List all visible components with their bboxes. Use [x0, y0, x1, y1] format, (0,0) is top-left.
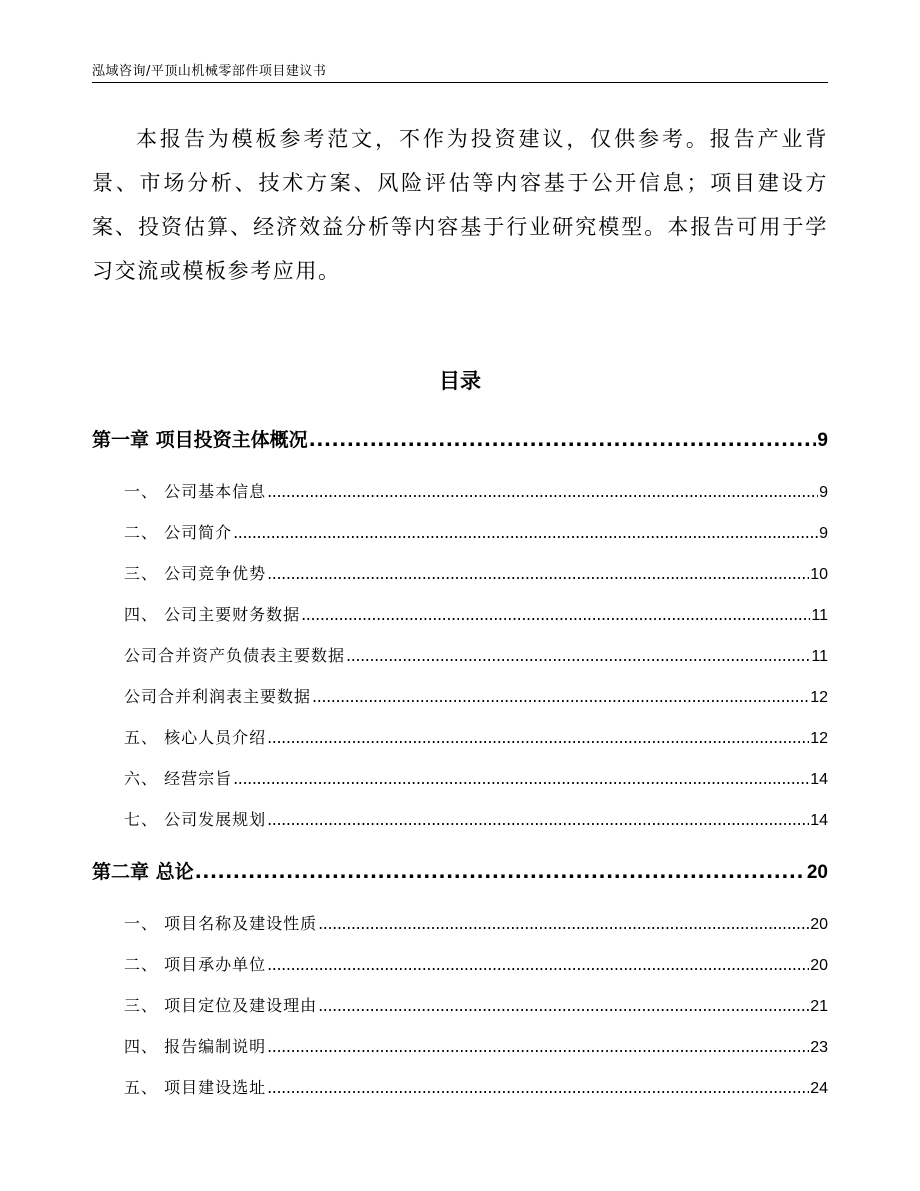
toc-section-entry[interactable]	[124, 643, 828, 666]
toc-page-number: 24	[810, 1080, 828, 1097]
toc-dot-leader	[318, 996, 809, 1015]
toc-dot-leader	[301, 605, 810, 624]
toc-page-number: 9	[817, 430, 828, 451]
toc-dot-leader	[267, 810, 809, 829]
toc-page-number: 20	[810, 957, 828, 974]
toc-section-entry[interactable]	[124, 561, 828, 584]
toc-dot-leader	[267, 1037, 809, 1056]
toc-dot-leader	[267, 482, 818, 501]
toc-dot-leader	[309, 429, 817, 451]
toc-section-entry[interactable]	[124, 807, 828, 830]
toc-entry-label: 五、 项目建设选址	[124, 1078, 267, 1097]
toc-dot-leader	[267, 1078, 809, 1097]
toc-section-entry[interactable]	[124, 1075, 828, 1098]
toc-page-number: 9	[819, 484, 828, 501]
toc-page-number: 21	[810, 998, 828, 1015]
toc-page-number: 11	[811, 648, 828, 665]
header-title: 泓域咨询/平顶山机械零部件项目建议书	[92, 64, 327, 79]
toc-section-entry[interactable]	[124, 993, 828, 1016]
toc-entry-label: 公司合并资产负债表主要数据	[124, 646, 346, 665]
toc-section-entry[interactable]	[124, 1034, 828, 1057]
toc-page-number: 14	[810, 812, 828, 829]
toc-page-number: 11	[811, 607, 828, 624]
toc-page-number: 14	[810, 771, 828, 788]
toc-section-entry[interactable]	[124, 684, 828, 707]
toc-page-number: 20	[810, 916, 828, 933]
toc-entry-label: 一、 项目名称及建设性质	[124, 914, 318, 933]
toc-section-entry[interactable]	[124, 479, 828, 502]
toc-page-number: 9	[819, 525, 828, 542]
toc-page-number: 23	[810, 1039, 828, 1056]
toc-dot-leader	[233, 769, 809, 788]
toc-page-number: 20	[806, 862, 828, 883]
toc-entry-label: 二、 公司简介	[124, 523, 233, 542]
toc-dot-leader	[233, 523, 818, 542]
toc-page-number: 12	[810, 689, 828, 706]
toc-entry-label: 第一章 项目投资主体概况	[92, 429, 308, 451]
toc-chapter-entry[interactable]	[92, 857, 828, 884]
toc-section-entry[interactable]	[124, 725, 828, 748]
toc-dot-leader	[267, 728, 809, 747]
toc-chapter-entry[interactable]	[92, 425, 828, 452]
header-divider	[92, 82, 828, 83]
toc-entry-label: 公司合并利润表主要数据	[124, 687, 312, 706]
toc-entry-label: 四、 报告编制说明	[124, 1037, 267, 1056]
toc-entry-label: 五、 核心人员介绍	[124, 728, 267, 747]
toc-entry-label: 三、 公司竞争优势	[124, 564, 267, 583]
toc-section-entry[interactable]	[124, 766, 828, 789]
toc-entry-label: 六、 经营宗旨	[124, 769, 233, 788]
toc-section-entry[interactable]	[124, 952, 828, 975]
toc-entry-label: 三、 项目定位及建设理由	[124, 996, 318, 1015]
toc-section-entry[interactable]	[124, 520, 828, 543]
toc-page-number: 10	[810, 566, 828, 583]
toc-dot-leader	[318, 914, 809, 933]
toc-dot-leader	[346, 646, 810, 665]
toc-dot-leader	[267, 564, 809, 583]
toc-section-entry[interactable]	[124, 911, 828, 934]
toc-title: 目录	[439, 369, 481, 393]
toc-entry-label: 二、 项目承办单位	[124, 955, 267, 974]
toc-section-entry[interactable]	[124, 602, 828, 625]
disclaimer-paragraph: 本报告为模板参考范文，不作为投资建议，仅供参考。报告产业背景、市场分析、技术方案、风险评估等内容基于公开信息；项目建设方案、投资估算、经济效益分析等内容基于行业研究模型。本报告可用于学习交流或模板参考应用。	[92, 127, 828, 283]
toc-entry-label: 一、 公司基本信息	[124, 482, 267, 501]
toc-dot-leader	[195, 861, 806, 883]
toc-dot-leader	[267, 955, 809, 974]
toc-entry-label: 第二章 总论	[92, 861, 194, 883]
toc-entry-label: 七、 公司发展规划	[124, 810, 267, 829]
toc-dot-leader	[312, 687, 809, 706]
toc-page-number: 12	[810, 730, 828, 747]
toc-entry-label: 四、 公司主要财务数据	[124, 605, 301, 624]
